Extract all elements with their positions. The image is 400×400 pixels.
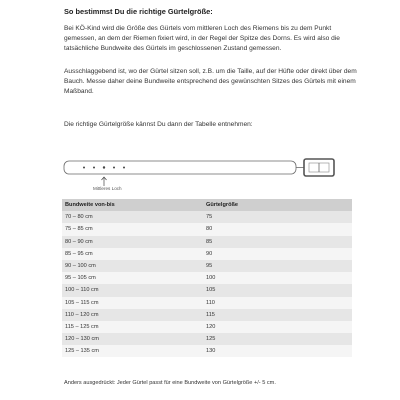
- header-belt-size: Gürtelgröße: [203, 199, 352, 211]
- size-cell: 110: [203, 297, 352, 309]
- size-cell: 90: [203, 248, 352, 260]
- table-row: [62, 284, 352, 296]
- page-title: So bestimmst Du die richtige Gürtelgröße:: [64, 7, 213, 16]
- waist-cell: 105 – 115 cm: [62, 297, 203, 309]
- table-row: [62, 321, 352, 333]
- table-row: [62, 333, 352, 345]
- size-cell: 125: [203, 333, 352, 345]
- table-row: [62, 223, 352, 235]
- waist-cell: 100 – 110 cm: [62, 284, 203, 296]
- paragraph-table-intro: Die richtige Gürtelgröße kännst Du dann der Tabelle entnehmen:: [64, 121, 253, 128]
- footnote: Anders ausgedrückt: Jeder Gürtel passt für eine Bundweite von Gürtelgröße +/- 5 cm.: [64, 380, 276, 386]
- paragraph-fit: Ausschlaggebend ist, wo der Gürtel sitzen soll, z.B. um die Taille, auf der Hüfte oder direkt über dem Bauch. Messe daher deine Bundweite entsprechend des gewünschten Sitzes des Gürtels mit einem Maßband.: [64, 68, 357, 96]
- table-row: [62, 309, 352, 321]
- table-row: [62, 236, 352, 248]
- paragraph-measurement: Bei KÖ-Kind wird die Größe des Gürtels vom mittleren Loch des Riemens bis zu dem Punkt gemessen, an dem der Riemen fixiert wird, in der Regel der Spitze des Dorns. Es wird also die tatsächliche Bundweite des Gürtels im geschlossenen Zustand gemessen.: [64, 25, 340, 53]
- middle-hole-label: Mittleres Loch: [93, 186, 122, 191]
- size-table: [62, 199, 352, 357]
- waist-cell: 75 – 85 cm: [62, 223, 203, 235]
- size-cell: 105: [203, 284, 352, 296]
- waist-cell: 110 – 120 cm: [62, 309, 203, 321]
- waist-cell: 125 – 135 cm: [62, 345, 203, 357]
- belt-diagram: [62, 157, 352, 197]
- table-row: [62, 345, 352, 357]
- size-cell: 95: [203, 260, 352, 272]
- waist-cell: 95 – 105 cm: [62, 272, 203, 284]
- belt-strap: [64, 161, 296, 174]
- belt-holes: [83, 166, 125, 168]
- table-row: [62, 211, 352, 223]
- waist-cell: 70 – 80 cm: [62, 211, 203, 223]
- table-header-row: [62, 199, 352, 211]
- header-waist: Bundweite von-bis: [62, 199, 203, 211]
- waist-cell: 120 – 130 cm: [62, 333, 203, 345]
- belt-buckle: [304, 159, 334, 176]
- size-cell: 80: [203, 223, 352, 235]
- table-row: [62, 260, 352, 272]
- waist-cell: 80 – 90 cm: [62, 236, 203, 248]
- size-cell: 85: [203, 236, 352, 248]
- arrow-icon: [102, 177, 107, 186]
- size-cell: 75: [203, 211, 352, 223]
- table-row: [62, 297, 352, 309]
- size-cell: 100: [203, 272, 352, 284]
- table-row: [62, 272, 352, 284]
- waist-cell: 115 – 125 cm: [62, 321, 203, 333]
- waist-cell: 90 – 100 cm: [62, 260, 203, 272]
- waist-cell: 85 – 95 cm: [62, 248, 203, 260]
- table-row: [62, 248, 352, 260]
- size-cell: 130: [203, 345, 352, 357]
- size-cell: 115: [203, 309, 352, 321]
- size-cell: 120: [203, 321, 352, 333]
